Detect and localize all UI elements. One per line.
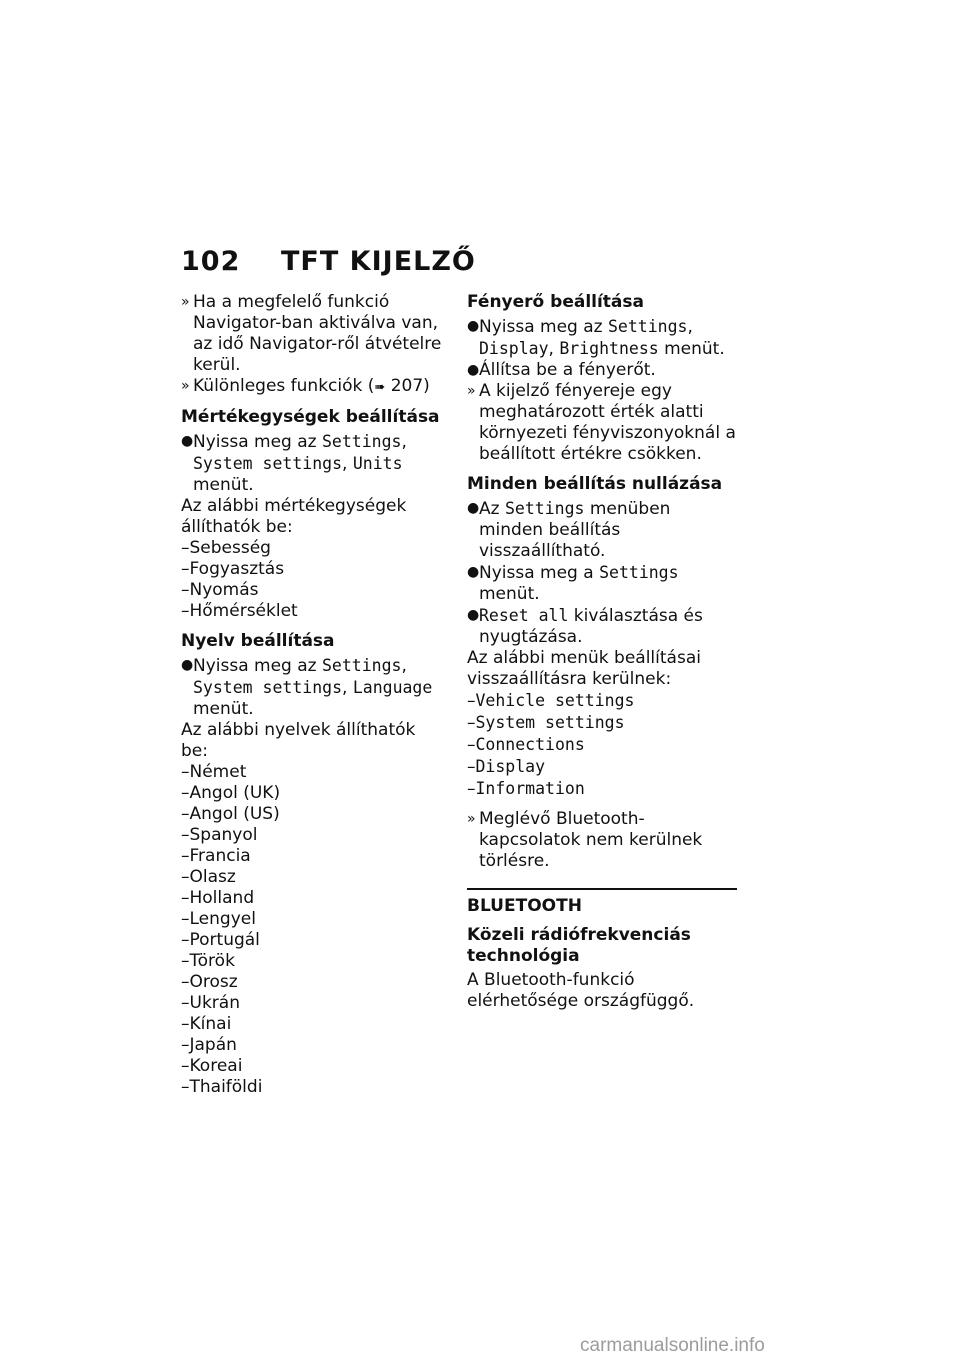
list-item: ● Nyissa meg a Settings menüt. bbox=[467, 563, 679, 604]
list-item: –Angol (US) bbox=[181, 804, 280, 824]
list-item: –Connections bbox=[467, 735, 585, 755]
page-reference[interactable]: 207 bbox=[390, 376, 424, 396]
page-number: 102 bbox=[181, 246, 241, 277]
list-item: » Különleges funkciók (➠ 207) bbox=[181, 376, 430, 396]
list-item: –Display bbox=[467, 757, 546, 777]
list-item: –Lengyel bbox=[181, 909, 256, 929]
list-item: » Meglévő Bluetooth-kapcsolatok nem kerülnek törlésre. bbox=[467, 809, 703, 871]
list-item: –Information bbox=[467, 779, 585, 799]
list-item: –Kínai bbox=[181, 1014, 232, 1034]
double-chevron-icon: » bbox=[181, 378, 190, 394]
double-chevron-icon: » bbox=[467, 811, 476, 827]
page-title: TFT KIJELZŐ bbox=[281, 246, 476, 277]
bullet-icon: ● bbox=[467, 318, 480, 334]
list-item: ● Nyissa meg az Settings, System settings, Language menüt. bbox=[181, 656, 433, 719]
page-arrow-icon: ➠ bbox=[374, 380, 386, 395]
list-item: –System settings bbox=[467, 713, 625, 733]
reset-heading: Minden beállítás nullázása bbox=[467, 474, 723, 494]
list-item: –Nyomás bbox=[181, 580, 259, 600]
list-item: » A kijelző fényereje egy meghatározott érték alatti környezeti fényviszonyoknál a beállított értékre csökken. bbox=[467, 381, 736, 464]
list-item: –Olasz bbox=[181, 867, 236, 887]
left-column bbox=[181, 292, 443, 1098]
list-item: –Francia bbox=[181, 846, 251, 866]
list-item: –Holland bbox=[181, 888, 255, 908]
right-column bbox=[467, 292, 737, 1012]
list-item: ● Az Settings menüben minden beállítás visszaállítható. bbox=[467, 499, 671, 561]
reset-list bbox=[467, 690, 737, 800]
list-item: –Angol (UK) bbox=[181, 783, 281, 803]
units-heading: Mértékegységek beállítása bbox=[181, 407, 440, 427]
list-item: –Sebesség bbox=[181, 538, 271, 558]
list-item: –Thaiföldi bbox=[181, 1077, 263, 1097]
bluetooth-heading: Közeli rádiófrekvenciás technológia bbox=[467, 925, 691, 966]
language-list bbox=[181, 762, 443, 1098]
list-item: ● Állítsa be a fényerőt. bbox=[467, 360, 656, 380]
bullet-icon: ● bbox=[467, 500, 480, 516]
reset-lead: Az alábbi menük beállításai visszaállításra kerülnek: bbox=[467, 648, 701, 689]
bullet-icon: ● bbox=[181, 433, 194, 449]
list-item: ● Nyissa meg az Settings, Display, Brightness menüt. bbox=[467, 317, 725, 359]
list-item: –Vehicle settings bbox=[467, 691, 635, 711]
list-item: –Japán bbox=[181, 1035, 237, 1055]
bluetooth-text: A Bluetooth-funkció elérhetősége országfüggő. bbox=[467, 970, 695, 1011]
bullet-icon: ● bbox=[467, 564, 480, 580]
double-chevron-icon: » bbox=[181, 294, 190, 310]
section-title: BLUETOOTH bbox=[467, 896, 582, 916]
bullet-icon: ● bbox=[467, 607, 480, 623]
section-divider bbox=[467, 888, 737, 890]
list-item: –Spanyol bbox=[181, 825, 258, 845]
list-item: ● Nyissa meg az Settings, System settings, Units menüt. bbox=[181, 432, 407, 495]
list-item: –Német bbox=[181, 762, 247, 782]
watermark: carmanualsonline.info bbox=[580, 1335, 765, 1356]
list-item: –Fogyasztás bbox=[181, 559, 285, 579]
list-item: –Török bbox=[181, 951, 235, 971]
page-header bbox=[181, 246, 476, 277]
list-item: –Orosz bbox=[181, 972, 238, 992]
language-heading: Nyelv beállítása bbox=[181, 631, 335, 651]
brightness-heading: Fényerő beállítása bbox=[467, 292, 644, 312]
units-lead: Az alábbi mértékegységek állíthatók be: bbox=[181, 496, 407, 537]
list-item: –Ukrán bbox=[181, 993, 240, 1013]
bullet-icon: ● bbox=[181, 657, 194, 673]
list-item: –Koreai bbox=[181, 1056, 243, 1076]
language-lead: Az alábbi nyelvek állíthatók be: bbox=[181, 720, 416, 761]
list-item: –Portugál bbox=[181, 930, 260, 950]
list-item: –Hőmérséklet bbox=[181, 601, 298, 621]
double-chevron-icon: » bbox=[467, 383, 476, 399]
list-item: ● Reset all kiválasztása és nyugtázása. bbox=[467, 606, 703, 647]
list-item: » Ha a megfelelő funkció Navigator-ban aktiválva van, az idő Navigator-ről átvételre kerül. bbox=[181, 292, 442, 375]
bullet-icon: ● bbox=[467, 362, 480, 378]
units-list bbox=[181, 538, 443, 622]
